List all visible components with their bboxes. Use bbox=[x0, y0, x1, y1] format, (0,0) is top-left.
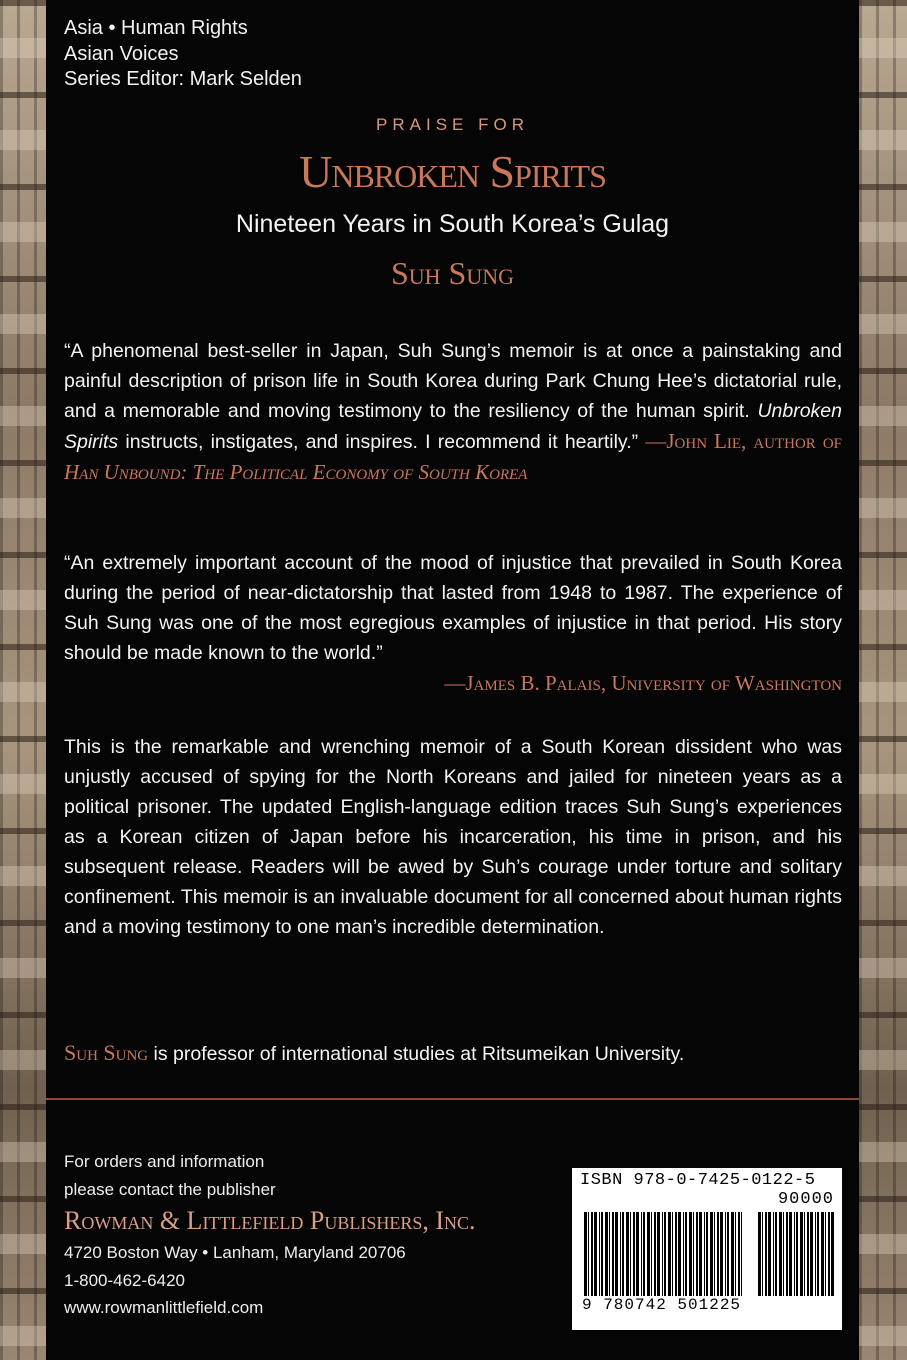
barcode-bar bbox=[689, 1212, 692, 1296]
barcode-bar bbox=[768, 1212, 771, 1296]
quote-text-end: instructs, instigates, and inspires. I recommend it heartily.” bbox=[125, 431, 639, 453]
isbn-barcode bbox=[572, 1168, 842, 1330]
barcode-bar bbox=[800, 1212, 803, 1296]
book-title: Unbroken Spirits bbox=[299, 146, 606, 197]
barcode-bar bbox=[657, 1212, 660, 1296]
barcode-bar bbox=[584, 1212, 587, 1296]
book-author: Suh Sung bbox=[390, 255, 515, 291]
publisher-phone: 1-800-462-6420 bbox=[64, 1270, 185, 1290]
barcode-bar bbox=[622, 1212, 624, 1296]
barcode-bar bbox=[720, 1212, 723, 1296]
barcode-bar bbox=[717, 1212, 719, 1296]
barcode-bar bbox=[609, 1212, 610, 1296]
barcode-bar bbox=[599, 1212, 600, 1296]
barcode-bar bbox=[704, 1212, 705, 1296]
bio-text: is professor of international studies at Ritsumeikan University. bbox=[148, 1043, 685, 1065]
series-editor: Series Editor: Mark Selden bbox=[64, 68, 302, 90]
barcode-bar bbox=[828, 1212, 830, 1296]
barcode-bar bbox=[817, 1212, 819, 1296]
barcode-bar bbox=[804, 1212, 805, 1296]
barcode-bar bbox=[662, 1212, 663, 1296]
barcode-bar bbox=[672, 1212, 673, 1296]
barcode-bars bbox=[584, 1212, 742, 1296]
barcode-bar bbox=[735, 1212, 736, 1296]
barcode-bar bbox=[675, 1212, 677, 1296]
barcode-bar bbox=[773, 1212, 774, 1296]
barcode-bar bbox=[765, 1212, 767, 1296]
contact-line1: For orders and information bbox=[64, 1152, 265, 1171]
left-photo-strip bbox=[0, 0, 46, 1360]
book-subtitle: Nineteen Years in South Korea’s Gulag bbox=[235, 210, 670, 238]
barcode-bar bbox=[685, 1212, 687, 1296]
barcode-bar bbox=[620, 1212, 621, 1296]
barcode-bar bbox=[789, 1212, 792, 1296]
quote-book-ref: Unbroken Spirits bbox=[64, 400, 842, 453]
barcode-bar bbox=[758, 1212, 761, 1296]
barcode-bar bbox=[821, 1212, 824, 1296]
barcode-bar bbox=[831, 1212, 834, 1296]
price-code: 90000 bbox=[777, 1190, 834, 1209]
barcode-bar bbox=[683, 1212, 684, 1296]
right-photo-strip bbox=[859, 0, 907, 1360]
publisher-contact bbox=[64, 1148, 476, 1322]
barcode-addon-bars bbox=[758, 1212, 834, 1296]
barcode-bar bbox=[796, 1212, 798, 1296]
praise-label: PRAISE FOR bbox=[376, 115, 529, 134]
quote-attribution: —John Lie, author of Han Unbound: The Political Economy of South Korea bbox=[64, 429, 843, 484]
publisher-address: 4720 Boston Way • Lanham, Maryland 20706 bbox=[64, 1243, 406, 1262]
barcode-bar bbox=[731, 1212, 734, 1296]
barcode-bar bbox=[591, 1212, 593, 1296]
barcode-bar bbox=[710, 1212, 713, 1296]
publisher-name: Rowman & Littlefield Publishers, Inc. bbox=[64, 1206, 476, 1235]
barcode-bar bbox=[664, 1212, 666, 1296]
barcode-bar bbox=[727, 1212, 729, 1296]
barcode-bar bbox=[630, 1212, 631, 1296]
barcode-bar bbox=[626, 1212, 629, 1296]
barcode-bar bbox=[714, 1212, 715, 1296]
barcode-bar bbox=[654, 1212, 656, 1296]
series-category: Asia • Human Rights bbox=[64, 17, 248, 39]
barcode-bar bbox=[641, 1212, 642, 1296]
barcode-bar bbox=[738, 1212, 740, 1296]
barcode-bar bbox=[601, 1212, 603, 1296]
barcode-bar bbox=[693, 1212, 694, 1296]
praise-quote-lie bbox=[64, 336, 842, 488]
divider bbox=[46, 1098, 859, 1100]
barcode-bar bbox=[706, 1212, 708, 1296]
quote-text: “A phenomenal best-seller in Japan, Suh Sung’s memoir is at once a painstaking and painful description of prison life in South Korea during Park Chung Hee’s dictatorial rule, and a memorable and moving testimony to the resiliency of the human spirit. bbox=[64, 340, 842, 422]
barcode-bar bbox=[633, 1212, 635, 1296]
book-description: This is the remarkable and wrenching memoir of a South Korean dissident who was unjustly accused of spying for the North Koreans and jailed for nineteen years as a political prisoner. The updated English-language edition traces Suh Sung’s experiences as a Korean citizen of Japan before his incarceration, his time in prison, and his subsequent release. Readers will be awed by Suh’s courage under torture and solitary confinement. This memoir is an invaluable document for all concerned about human rights and a moving testimony to one man’s incredible determination. bbox=[64, 736, 842, 938]
publisher-website: www.rowmanlittlefield.com bbox=[64, 1298, 264, 1317]
quote-text: “An extremely important account of the mood of injustice that prevailed in South Korea during the period of near-dictatorship that lasted from 1948 to 1987. The experience of Suh Sung was one of the most egregious examples of injustice in that period. His story should be made known to the world.” bbox=[64, 552, 842, 664]
back-cover-panel bbox=[46, 0, 859, 1360]
barcode-bar bbox=[647, 1212, 650, 1296]
praise-quote-palais bbox=[64, 548, 842, 698]
barcode-bar bbox=[783, 1212, 784, 1296]
barcode-bar bbox=[636, 1212, 639, 1296]
barcode-bar bbox=[810, 1212, 813, 1296]
barcode-bar bbox=[615, 1212, 618, 1296]
barcode-bar bbox=[762, 1212, 763, 1296]
barcode-bar bbox=[696, 1212, 698, 1296]
barcode-bar bbox=[668, 1212, 671, 1296]
bio-name: Suh Sung bbox=[64, 1040, 149, 1065]
barcode-bar bbox=[678, 1212, 681, 1296]
barcode-bar bbox=[643, 1212, 645, 1296]
ean-number: 9 780742 501225 bbox=[582, 1296, 742, 1314]
barcode-bar bbox=[699, 1212, 702, 1296]
barcode-bar bbox=[786, 1212, 788, 1296]
barcode-bar bbox=[651, 1212, 652, 1296]
author-bio bbox=[64, 1038, 842, 1069]
barcode-bar bbox=[588, 1212, 589, 1296]
quote-attribution: —James B. Palais, University of Washington bbox=[444, 671, 842, 695]
barcode-bar bbox=[605, 1212, 608, 1296]
contact-line2: please contact the publisher bbox=[64, 1179, 276, 1199]
barcode-bar bbox=[741, 1212, 742, 1296]
isbn-text: ISBN 978-0-7425-0122-5 bbox=[580, 1171, 816, 1190]
series-name: Asian Voices bbox=[64, 42, 179, 65]
barcode-bar bbox=[775, 1212, 777, 1296]
barcode-bar bbox=[779, 1212, 782, 1296]
barcode-bar bbox=[807, 1212, 809, 1296]
barcode-bar bbox=[725, 1212, 726, 1296]
barcode-bar bbox=[594, 1212, 597, 1296]
barcode-bar bbox=[815, 1212, 816, 1296]
barcode-bar bbox=[612, 1212, 614, 1296]
barcode-bar bbox=[794, 1212, 795, 1296]
barcode-bar bbox=[825, 1212, 826, 1296]
series-info bbox=[64, 16, 302, 93]
